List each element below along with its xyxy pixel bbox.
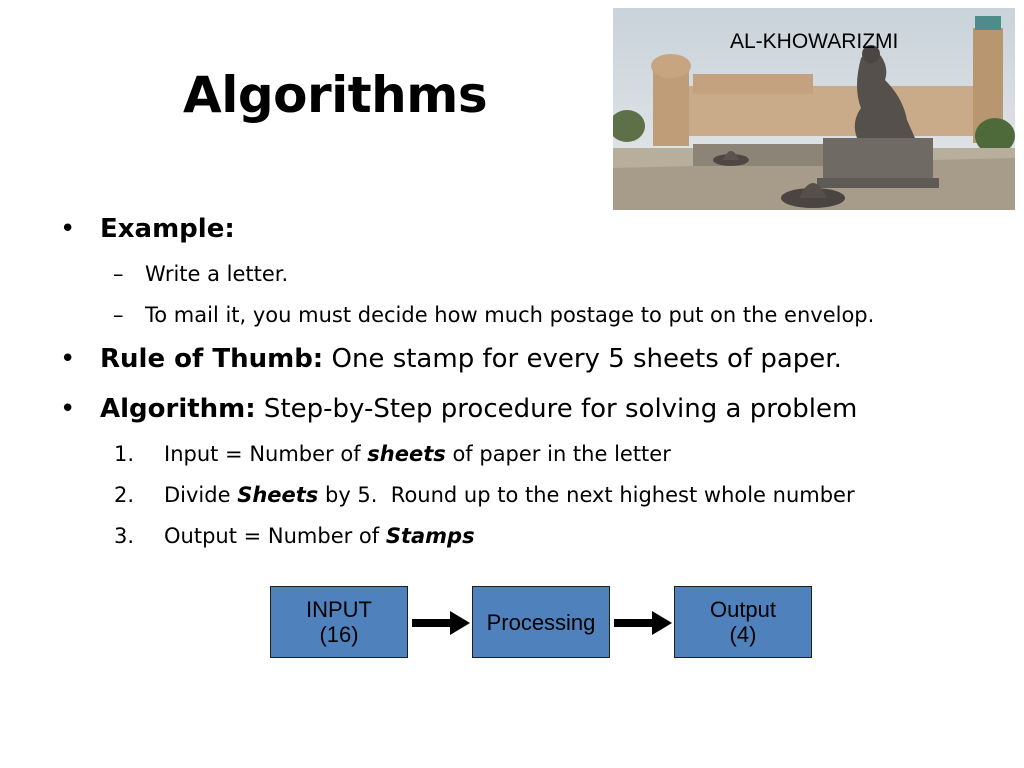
- input-box-title: INPUT: [306, 597, 372, 622]
- input-box-value: (16): [319, 622, 359, 647]
- bullet-body: One stamp for every 5 sheets of paper.: [323, 344, 842, 374]
- bullet-glyph: •: [60, 344, 76, 374]
- sub-bullet-text: Write a letter.: [145, 262, 289, 286]
- step-number: 3.: [114, 524, 135, 548]
- step-pre: Input = Number of: [164, 442, 368, 466]
- bullet-body: Step-by-Step procedure for solving a problem: [255, 394, 858, 424]
- step-number: 2.: [114, 483, 135, 507]
- step-post: by 5. Round up to the next highest whole number: [318, 483, 855, 507]
- dash-glyph: –: [113, 262, 124, 286]
- step-text: [164, 442, 671, 466]
- sub-bullet-text: To mail it, you must decide how much postage to put on the envelop.: [145, 303, 875, 327]
- bullet-text: [100, 214, 235, 244]
- bullet-label: Rule of Thumb:: [100, 344, 324, 374]
- processing-box-title: Processing: [486, 609, 596, 635]
- slide-title: Algorithms: [183, 66, 488, 124]
- step-pre: Divide: [164, 483, 238, 507]
- bullet-glyph: •: [60, 214, 76, 244]
- step-emphasis: sheets: [367, 442, 446, 466]
- photo-caption: AL-KHOWARIZMI: [730, 30, 899, 53]
- input-box: [270, 586, 408, 658]
- bullet-label: Example:: [100, 214, 235, 244]
- step-text: [164, 483, 855, 507]
- step-post: of paper in the letter: [445, 442, 671, 466]
- bullet-glyph: •: [60, 394, 76, 424]
- step-pre: Output = Number of: [164, 524, 386, 548]
- processing-box: [472, 586, 610, 658]
- step-emphasis: Stamps: [385, 524, 475, 548]
- bullet-text: [100, 344, 842, 374]
- output-box-value: (4): [729, 622, 757, 647]
- bullet-label: Algorithm:: [100, 394, 256, 424]
- arrow-processing-to-output: [612, 608, 674, 638]
- step-text: [164, 524, 475, 548]
- output-box: [674, 586, 812, 658]
- step-emphasis: Sheets: [237, 483, 319, 507]
- dash-glyph: –: [113, 303, 124, 327]
- step-number: 1.: [114, 442, 135, 466]
- output-box-title: Output: [709, 597, 777, 622]
- bullet-text: [100, 394, 857, 424]
- arrow-input-to-processing: [410, 608, 472, 638]
